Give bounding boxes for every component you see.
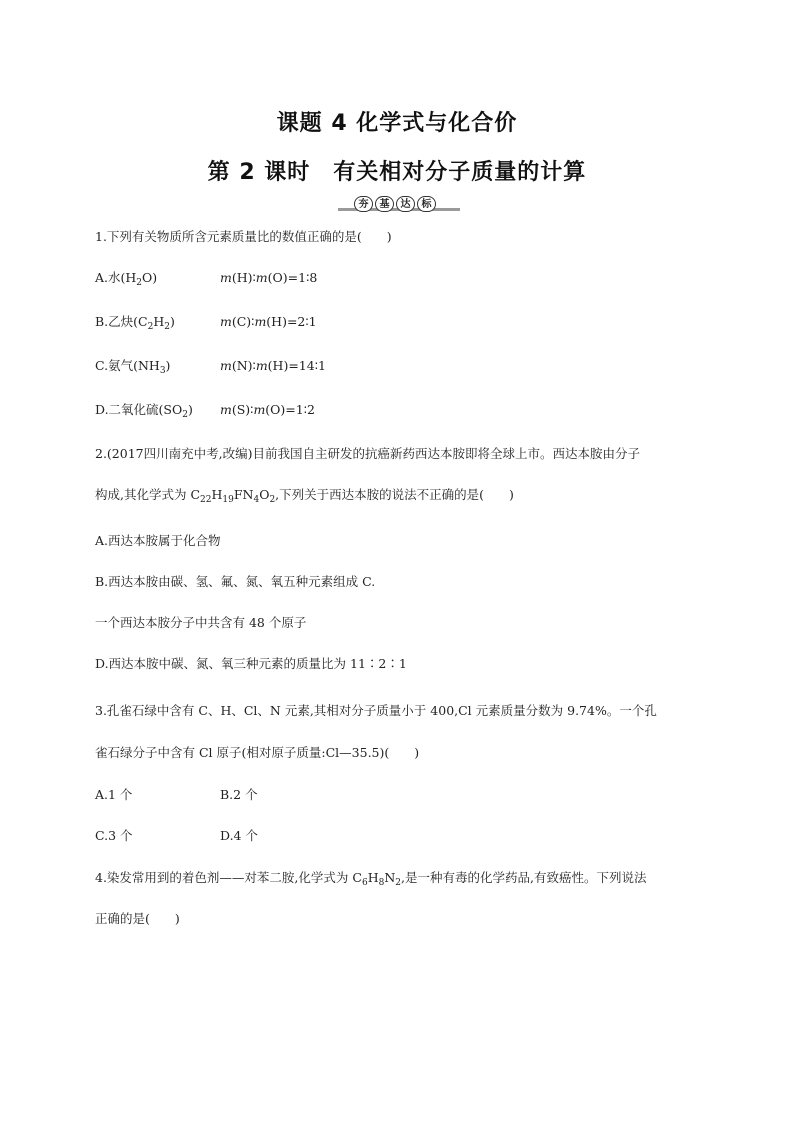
q3-option-c: C.3 个 bbox=[95, 828, 133, 843]
q3-option-a: A.1 个 bbox=[95, 787, 133, 802]
q1-option-b-label: B.乙炔$(C_2H_2)$ bbox=[95, 314, 175, 332]
lesson-title: 课题 4 化学式与化合价 bbox=[276, 111, 518, 136]
q2-option-d: D.西达本胺中碳、氮、氧三种元素的质量比为 11∶2∶1 bbox=[95, 656, 407, 671]
q1-option-c-label: C.氨气$(NH_3)$ bbox=[95, 358, 171, 376]
q1-option-a-label: A.水$(H_2O)$ bbox=[95, 270, 158, 288]
badge-char: 达 bbox=[396, 196, 415, 212]
badge-char: 夯 bbox=[354, 196, 373, 212]
q3-stem-line1: 3.孔雀石绿中含有 C、H、Cl、N 元素,其相对分子质量小于 400,Cl 元素质量分数为 9.74%。一个孔 bbox=[95, 703, 657, 718]
lesson-subtitle: 第 2 课时 有关相对分子质量的计算 bbox=[207, 160, 587, 185]
q1-option-d-label: D.二氧化硫$(SO_2)$ bbox=[95, 402, 193, 420]
q3-option-d: D.4 个 bbox=[220, 828, 258, 843]
q4-stem-line1: 4.染发常用到的着色剂——对苯二胺,化学式为 $C_6H_8N_2$,是一种有毒的化学药品,有致癌性。下列说法 bbox=[95, 870, 647, 888]
q1-option-b-ratio: m(C)∶m(H)=2∶1 bbox=[220, 314, 317, 329]
q2-stem-line2: 构成,其化学式为 $C_{22}H_{19}FN_4O_2$,下列关于西达本胺的说法不正确的是( ) bbox=[95, 487, 514, 505]
q1-option-a-ratio: m(H)∶m(O)=1∶8 bbox=[220, 270, 318, 285]
q2-stem-line1: 2.(2017四川南充中考,改编)目前我国自主研发的抗癌新药西达本胺即将全球上市。西达本胺由分子 bbox=[95, 446, 640, 461]
q2-option-b: B.西达本胺由碳、氢、氟、氮、氧五种元素组成 C. bbox=[95, 574, 376, 589]
q1-stem: 1.下列有关物质所含元素质量比的数值正确的是( ) bbox=[95, 229, 392, 244]
q2-option-c: 一个西达本胺分子中共含有 48 个原子 bbox=[95, 615, 307, 630]
q3-stem-line2: 雀石绿分子中含有 Cl 原子(相对原子质量:Cl—35.5)( ) bbox=[95, 745, 420, 760]
q4-stem-line2: 正确的是( ) bbox=[95, 911, 180, 926]
q1-option-d-ratio: m(S)∶m(O)=1∶2 bbox=[220, 402, 315, 417]
badge-char: 标 bbox=[417, 196, 436, 212]
q2-option-a: A.西达本胺属于化合物 bbox=[95, 533, 221, 548]
section-badge bbox=[338, 196, 460, 214]
badge-char: 基 bbox=[375, 196, 394, 212]
q1-option-c-ratio: m(N)∶m(H)=14∶1 bbox=[220, 358, 326, 373]
q3-option-b: B.2 个 bbox=[220, 787, 258, 802]
